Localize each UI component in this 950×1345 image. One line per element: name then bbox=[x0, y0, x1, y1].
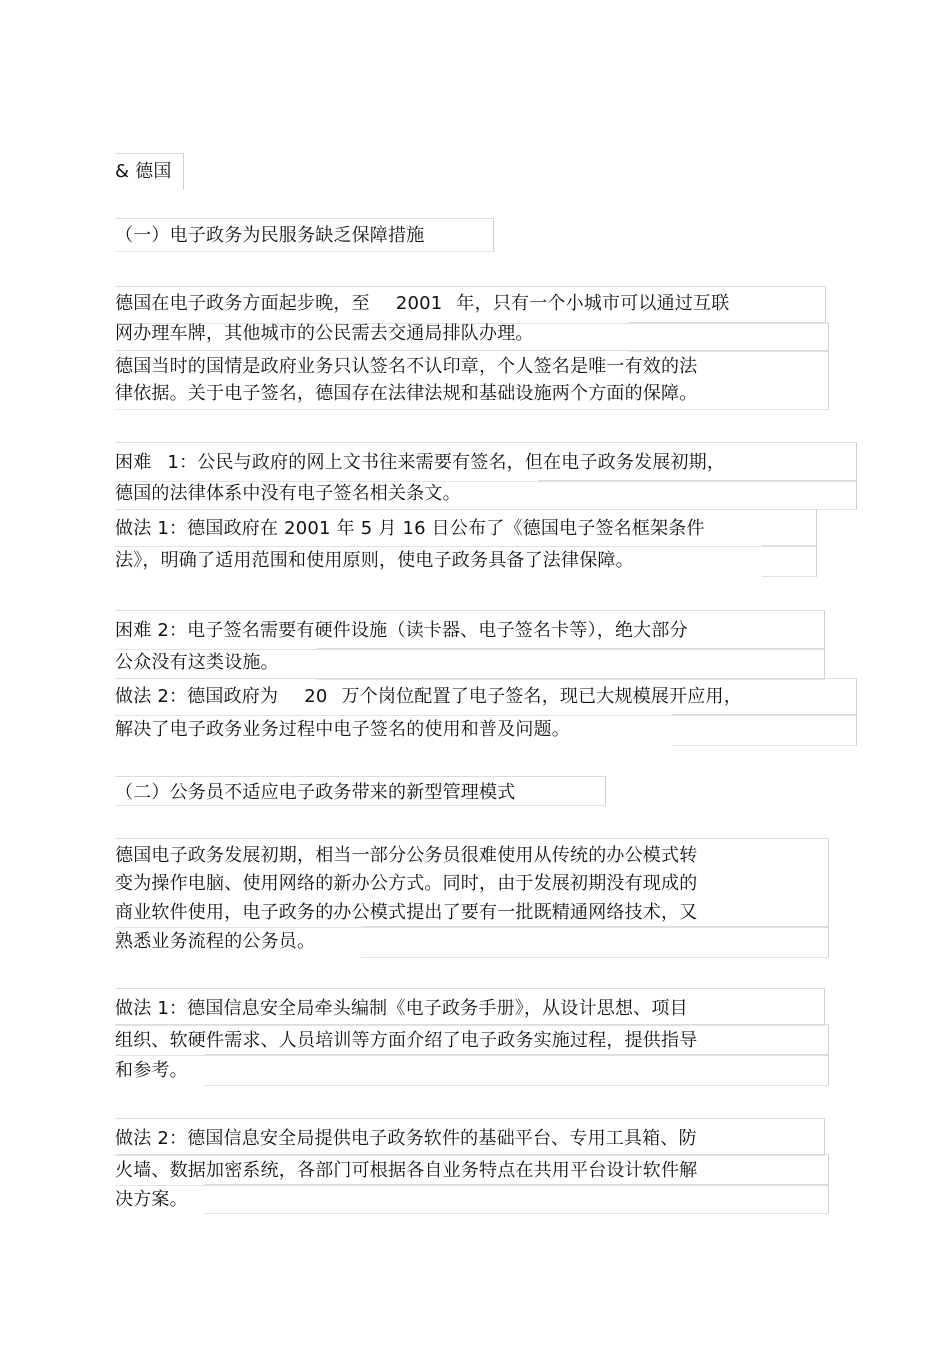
section-1-intro-line: 律依据。关于电子签名，德国存在法律法规和基础设施两个方面的保障。 bbox=[115, 383, 698, 404]
section-2-solution-2-line: 决方案。 bbox=[115, 1189, 188, 1210]
solution-2-line: 解决了电子政务业务过程中电子签名的使用和普及问题。 bbox=[115, 719, 570, 740]
section-2-solution-1-line: 组织、软硬件需求、人员培训等方面介绍了电子政务实施过程，提供指导 bbox=[115, 1030, 698, 1051]
frame-line bbox=[628, 322, 829, 352]
difficulty-1-line bbox=[115, 450, 725, 476]
solution-2-line bbox=[115, 684, 742, 710]
difficulty-1-line: 德国的法律体系中没有电子签名相关条文。 bbox=[115, 483, 461, 504]
frame-line bbox=[317, 648, 825, 680]
section-1-intro-line: 网办理车牌，其他城市的公民需去交通局排队办理。 bbox=[115, 323, 534, 344]
text-segment: 万个岗位配置了电子签名，现已大规模展开应用， bbox=[341, 686, 742, 707]
difficulty-2-line: 公众没有这类设施。 bbox=[115, 652, 279, 673]
section-2-solution-2-line: 火墙、数据加密系统，各部门可根据各自业务特点在共用平台设计软件解 bbox=[115, 1160, 698, 1181]
section-2-solution-2-line: 做法 2：德国信息安全局提供电子政务软件的基础平台、专用工具箱、防 bbox=[115, 1128, 697, 1149]
section-2-intro-line: 德国电子政务发展初期，相当一部分公务员很难使用从传统的办公模式转 bbox=[115, 845, 698, 866]
solution-1-line: 做法 1：德国政府在 2001 年 5 月 16 日公布了《德国电子签名框架条件 bbox=[115, 518, 705, 539]
frame-line bbox=[538, 480, 857, 510]
frame-line bbox=[762, 545, 817, 577]
section-2-intro-line: 熟悉业务流程的公务员。 bbox=[115, 931, 316, 952]
text-segment: 困难 bbox=[115, 452, 152, 473]
frame-line bbox=[204, 1184, 829, 1214]
document-heading: & 德国 bbox=[115, 161, 172, 182]
section-1-intro-line: 德国当时的国情是政府业务只认签名不认印章，个人签名是唯一有效的法 bbox=[115, 356, 698, 377]
section-2-solution-1-line: 做法 1：德国信息安全局牵头编制《电子政务手册》，从设计思想、项目 bbox=[115, 998, 688, 1019]
section-1-title: （一）电子政务为民服务缺乏保障措施 bbox=[115, 225, 425, 246]
section-1-intro-line bbox=[115, 291, 729, 317]
difficulty-2-line: 困难 2：电子签名需要有硬件设施（读卡器、电子签名卡等），绝大部分 bbox=[115, 620, 688, 641]
text-segment: ：公民与政府的网上文书往来需要有签名，但在电子政务发展初期， bbox=[179, 452, 726, 473]
text-segment: 年，只有一个小城市可以通过互联 bbox=[456, 293, 730, 314]
text-number: 2001 bbox=[395, 293, 443, 314]
section-2-title: （二）公务员不适应电子政务带来的新型管理模式 bbox=[115, 782, 516, 803]
frame-line bbox=[672, 714, 857, 746]
text-segment: 做法 2：德国政府为 bbox=[115, 686, 279, 707]
frame-line bbox=[361, 926, 829, 958]
section-2-intro-line: 变为操作电脑、使用网络的新办公方式。同时，由于发展初期没有现成的 bbox=[115, 873, 698, 894]
section-2-solution-1-line: 和参考。 bbox=[115, 1060, 188, 1081]
text-number: 20 bbox=[304, 686, 328, 707]
section-2-intro-line: 商业软件使用，电子政务的办公模式提出了要有一批既精通网络技术，又 bbox=[115, 902, 698, 923]
text-segment: 德国在电子政务方面起步晚，至 bbox=[115, 293, 370, 314]
text-number: 1 bbox=[167, 452, 180, 473]
frame-line bbox=[204, 1054, 829, 1086]
solution-1-line: 法》，明确了适用范围和使用原则，使电子政务具备了法律保障。 bbox=[115, 550, 634, 571]
